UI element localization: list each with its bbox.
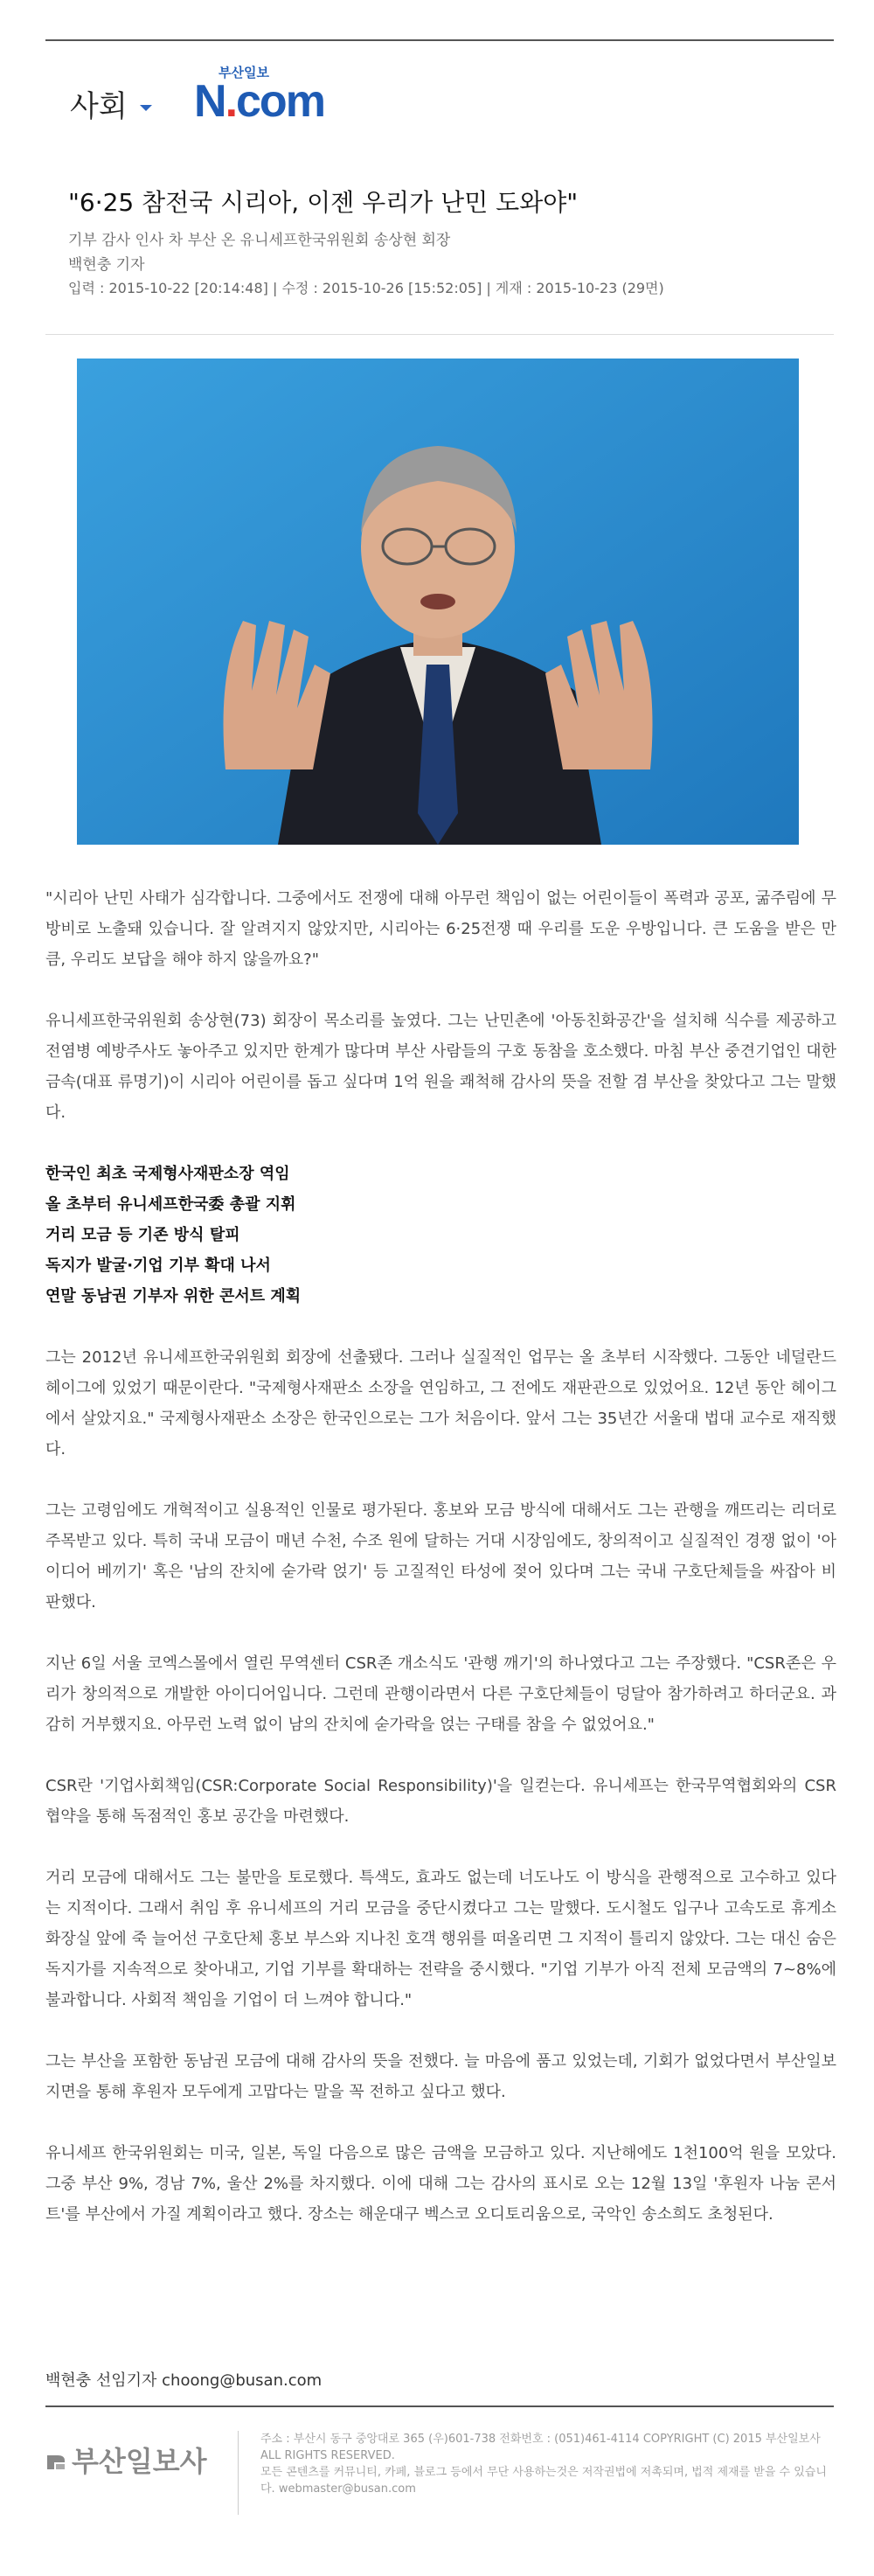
paragraph-4: 그는 고령임에도 개혁적이고 실용적인 인물로 평가된다. 홍보와 모금 방식에 대해서도 그는 관행을 깨뜨리는 리더로 주목받고 있다. 특히 국내 모금이 매년 수천, 수조 원에 달하는 거대 시장임에도, 창의적이고 실질적인 경쟁 없이 '아이디어 베끼기' 혹은 '남의 잔치에 숟가락 얹기' 등 고질적인 타성에 젖어 있다며 그는 국내 구호단체들을 싸잡아 비판했다. [45,1501,836,1612]
highlight-item: 올 초부터 유니세프한국委 총괄 지휘 [45,1195,296,1214]
paragraph-1: "시리아 난민 사태가 심각합니다. 그중에서도 전쟁에 대해 아무런 책임이 없는 어린이들이 폭력과 공포, 굶주림에 무방비로 노출돼 있습니다. 잘 알려지지 않았지만, 시리아는 6·25전쟁 때 우리를 도운 우방입니다. 큰 도움을 받은 만큼, 우리도 보답을 해야 하지 않을까요?" [45,889,836,969]
top-divider [45,39,834,41]
highlight-item: 독지가 발굴·기업 기부 확대 나서 [45,1257,271,1275]
logo-dot: . [225,76,237,127]
article-header [45,159,834,335]
paragraph-6: CSR란 '기업사회책임(CSR:Corporate Social Responsibility)'을 일컫는다. 유니세프는 한국무역협회와의 CSR 협약을 통해 독점적인 홍보 공간을 마련했다. [45,1777,836,1826]
highlight-item: 연말 동남권 기부자 위한 콘서트 계획 [45,1287,302,1305]
footer-logo[interactable] [45,2440,207,2480]
portrait-image [77,359,799,845]
section-label: 사회 [70,89,128,124]
logo-big-text [194,75,324,128]
highlights-list [45,1159,836,1312]
footer-address: 주소 : 부산시 동구 중앙대로 365 (우)601-738 전화번호 : (051)461-4114 COPYRIGHT (C) 2015 부산일보사 ALL RIGHTS RESERVED. [260,2433,821,2462]
logo-small-text: 부산일보 [218,65,269,80]
logo-n: N [194,76,225,127]
footer-separator [238,2431,239,2515]
bottom-divider [45,2405,834,2407]
paragraph-5: 지난 6일 서울 코엑스몰에서 열린 무역센터 CSR존 개소식도 '관행 깨기'의 하나였다고 그는 주장했다. "CSR존은 우리가 창의적으로 개발한 아이디어입니다. 그런데 관행이라면서 다른 구호단체들이 덩달아 참가하려고 하더군요. 과감히 거부했지요. 아무런 노력 없이 남의 잔치에 숟가락을 얹는 구태를 참을 수 없었어요." [45,1654,836,1734]
article-body [45,883,836,2260]
chevron-down-icon [140,105,152,111]
footer-logo-text: 부산일보사 [72,2445,207,2478]
article-subtitle: 기부 감사 인사 차 부산 온 유니세프한국위원회 송상현 회장 [68,232,451,249]
article-byline: 백현충 선임기자 choong@busan.com [45,2371,323,2390]
paragraph-8: 그는 부산을 포함한 동남권 모금에 대해 감사의 뜻을 전했다. 늘 마음에 품고 있었는데, 기회가 없었다면서 부산일보 지면을 통해 후원자 모두에게 고맙다는 말을 꼭 전하고 싶다고 했다. [45,2052,836,2101]
logo-com: com [236,76,324,127]
section-menu[interactable] [70,82,152,125]
article-photo [77,359,799,845]
article-dates: 입력 : 2015-10-22 [20:14:48] | 수정 : 2015-10-26 [15:52:05] | 게재 : 2015-10-23 (29면) [68,280,664,296]
article-reporter: 백현충 기자 [68,256,145,274]
paragraph-2: 유니세프한국위원회 송상현(73) 회장이 목소리를 높였다. 그는 난민촌에 '아동친화공간'을 설치해 식수를 제공하고 전염병 예방주사도 놓아주고 있지만 한계가 많다며 부산 사람들의 구호 동참을 호소했다. 마침 부산 중견기업인 대한금속(대표 류명기)이 시리아 어린이를 돕고 싶다며 1억 원을 쾌척해 감사의 뜻을 전할 겸 부산을 찾았다고 그는 말했다. [45,1012,836,1122]
paragraph-9: 유니세프 한국위원회는 미국, 일본, 독일 다음으로 많은 금액을 모금하고 있다. 지난해에도 1천100억 원을 모았다. 그중 부산 9%, 경남 7%, 울산 2%를 차지했다. 이에 대해 그는 감사의 표시로 오는 12월 13일 '후원자 나눔 콘서트'를 부산에서 가질 계획이라고 했다. 장소는 해운대구 벡스코 오디토리움으로, 국악인 송소희도 초청된다. [45,2144,836,2224]
footer-info [260,2431,837,2497]
article-title: "6·25 참전국 시리아, 이젠 우리가 난민 도와야" [68,188,579,217]
paragraph-3: 그는 2012년 유니세프한국위원회 회장에 선출됐다. 그러나 실질적인 업무는 올 초부터 시작했다. 그동안 네덜란드 헤이그에 있었기 때문이란다. "국제형사재판소 소장을 연임하고, 그 전에도 재판관으로 있었어요. 12년 동안 헤이그에서 살았지요." 국제형사재판소 소장은 한국인으로는 그가 처음이다. 앞서 그는 35년간 서울대 법대 교수로 재직했다. [45,1348,836,1459]
highlight-item: 거리 모금 등 기존 방식 탈피 [45,1226,240,1244]
highlight-item: 한국인 최초 국제형사재판소장 역임 [45,1165,290,1183]
paragraph-7: 거리 모금에 대해서도 그는 불만을 토로했다. 특색도, 효과도 없는데 너도나도 이 방식을 관행적으로 고수하고 있다는 지적이다. 그래서 취임 후 유니세프의 거리 모금을 중단시켰다고 그는 말했다. 도시철도 입구나 고속도로 휴게소 화장실 앞에 죽 늘어선 구호단체 홍보 부스와 지나친 호객 행위를 떠올리면 그 지적이 틀리지 않았다. 그는 대신 숨은 독지가를 지속적으로 찾아내고, 기업 기부를 확대하는 전략을 중시했다. "기업 기부가 아직 전체 모금액의 7~8%에 불과합니다. 사회적 책임을 기업이 더 느껴야 합니다." [45,1869,836,2009]
footer-copyright-notice: 모든 콘텐츠를 커뮤니티, 카페, 블로그 등에서 무단 사용하는것은 저작권법에 저촉되며, 법적 제재를 받을 수 있습니다. webmaster@busan.com [260,2466,827,2496]
busan-ilbo-mark-icon [45,2452,66,2473]
